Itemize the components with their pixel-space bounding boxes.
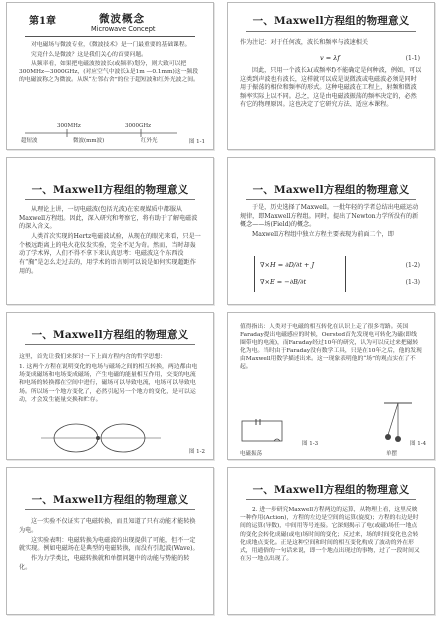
slide-5-body xyxy=(19,353,201,406)
slide-8-body xyxy=(240,506,422,565)
title-rule xyxy=(246,199,416,200)
slide-title: 一、Maxwell方程组的物理意义 xyxy=(252,15,410,27)
slide-2-body xyxy=(240,67,422,111)
paragraph: 人类首次实现的Hertz电磁波试验，从现在的眼光来看，只是一个极远距离上的电火花仪发实验，完全不足为奇。然而，当时却轰动了学术界，人们不得不拿下来认真思考：电磁波这个东西没有“胸”是怎么走过去的，用学术的语言则可以说是如何实现超距作用的。 xyxy=(19,233,201,275)
slide-7[interactable] xyxy=(6,467,214,615)
title-rule xyxy=(25,509,195,510)
equation-number: (1-2) xyxy=(405,262,420,269)
figure-caption-left: 图 1-3 xyxy=(302,441,319,447)
slide-6[interactable] xyxy=(227,312,435,460)
slide-3[interactable] xyxy=(6,157,214,305)
title-rule xyxy=(246,499,416,500)
paragraph: 从理论上讲，一切电磁波(包括光波)在宏观媒质中都服从Maxwell方程组。因此，深入研究和考察它，将有助于了解电磁波的深入含义。 xyxy=(19,206,198,231)
band-mid-label: 微波(mm波) xyxy=(73,138,105,144)
slide-8[interactable] xyxy=(227,467,435,615)
chapter-title: 微波概念 xyxy=(99,13,145,25)
axis-right-label: 3000GHz xyxy=(125,123,152,129)
caption-right: 单摆 xyxy=(386,451,398,457)
equation-number: (1-1) xyxy=(405,55,420,62)
title-rule xyxy=(246,31,416,32)
paragraph: 究竟什么是微波？这是我们关心的首要问题。 xyxy=(31,51,147,58)
slide-4-body xyxy=(240,204,422,241)
axis-left-label: 300MHz xyxy=(57,123,81,129)
title-rule xyxy=(25,344,195,345)
figure-caption: 图 1-1 xyxy=(188,139,205,145)
paragraph: 作为力学类比，电磁转换就和单摆问题中的动能与势能的转化。 xyxy=(19,555,190,571)
slide-4[interactable] xyxy=(227,157,435,305)
paragraph: 1. 这两个方程在说明变化的电场与磁场之间的相互转换，两边都由电场变成磁场和电场变成磁场，产生电磁的能量相互作用，交变的电流和电场的转换都在空间中进行，磁场可以导致电流，电场可以导致电场。所以场一个地方变化了，必然引起另一个地方的变化，是可以运动，才会发生能量交换和贮存。 xyxy=(19,363,198,403)
formula: v = λf xyxy=(320,54,340,62)
slide-6-body xyxy=(240,323,422,373)
paragraph: 这实验表明：电磁转换为电磁波的出现提供了可能，但不一定就实现。例如电磁场在是典型的电磁转换，而没有引起波(Wave)。 xyxy=(19,536,199,553)
paragraph: 因此，只用一个波长λ(或频率f)不能确定是何种波，例如，可以这类到声波也有波长，这样就可以成是说微波或电磁波必须是同时用于振荡的相位和频率的形式。这种电磁波在工程上，射频和微波频率实际上以不同。总之，这是由电磁波振荡的频率决定的，必然有它的物理原因。这也决定了它研究方法、适应本课程。 xyxy=(240,67,422,109)
title-divider xyxy=(25,36,195,37)
equation-1: ∇×H = ∂D/∂t + J xyxy=(260,261,315,269)
slide-1-body xyxy=(19,41,201,86)
paragraph: 从频率看，如果把电磁波按波长(或频率)划分，则大致可以把300MHz—3000GHz，(对应空气中波长λ是1m —0.1mm)这一频段的电磁波称之为微波。从纵“左邻右舍”的位于超短波和红外光波之间。 xyxy=(19,61,199,84)
slide-3-body xyxy=(19,206,201,278)
slide-title: 一、Maxwell方程组的物理意义 xyxy=(31,184,189,196)
paragraph: 对电磁场与微波专业，《微波技术》是一门最重要的基础课程。 xyxy=(31,42,191,48)
paragraph: 于是，历史选择了Maxwell。一批年轻的学者总结出电磁运动规律，即Maxwell方程组。同时，提出了Newton力学所没有的新概念——场(Field)的概念。 xyxy=(240,204,419,229)
slide-2-intro xyxy=(240,39,422,49)
slide-grid xyxy=(6,2,434,618)
paragraph: 作为注记：对于任何波，波长和频率与波速相关 xyxy=(240,39,368,46)
title-rule xyxy=(25,199,195,200)
band-right-label: 红外光 xyxy=(141,138,158,144)
paragraph: 这一实验不仅证实了电磁转换，而且知道了只有动能才能转换为电。 xyxy=(19,518,196,534)
caption-left: 电磁振荡 xyxy=(240,451,263,457)
equation-2: ∇×E = −∂B/∂t xyxy=(260,278,307,286)
band-left-label: 超短波 xyxy=(21,138,38,144)
slide-title: 一、Maxwell方程组的物理意义 xyxy=(31,494,189,506)
slide-title: 一、Maxwell方程组的物理意义 xyxy=(252,184,410,196)
paragraph: 2. 进一步研究Maxwell方程两边的运算，从物理上看，这里反映一种作用(Action)，方程的左边是空间的运算(旋度)；方程的右边是时间的运算(导数)，中间用等号连接。它深刻揭示了电(或磁)场任一地点的变化会转化成磁(或电)场时间的变化；反过来，场的时间变化也会转化成地点变化。正是这种空间和时间的相互变化构成了波动的外在形式，用通俗的一句话来说，即一个地点出现过的事物，过了一段时间又在另一地点出现了。 xyxy=(240,507,420,563)
paragraph: 值得指出：人类对于电磁的相互转化在认识上走了很多弯路。英国Faraday提出电磁感应的时候，Oersted首先发现电可转化为磁(即线圈带电的电流)，而Faraday经过10年的研究，认为可以反过来把磁转化为电。当时由于Faraday没有数学工具，只是在10年之后，他的发现由Maxwell用数学描述出来。这一现象表明他的“场”的观点实在了不起。 xyxy=(240,324,422,371)
lc-circuit-diagram xyxy=(238,417,298,447)
equation-number: (1-3) xyxy=(405,279,420,286)
chapter-subtitle: Microwave Concept xyxy=(91,25,156,33)
slide-1[interactable] xyxy=(6,2,214,150)
slide-title: 一、Maxwell方程组的物理意义 xyxy=(252,484,410,496)
paragraph: 这里，首先让我们来探讨一下上面方程内含的哲学思想： xyxy=(19,354,167,360)
paragraph: Maxwell方程组中独立方程主要表现为前面二个，即 xyxy=(252,231,394,239)
slide-2[interactable] xyxy=(227,2,435,150)
chapter-label: 第1章 xyxy=(29,16,56,27)
figure-caption-right: 图 1-4 xyxy=(410,441,427,447)
slide-7-body xyxy=(19,518,201,574)
figure-caption: 图 1-2 xyxy=(188,449,205,455)
slide-title: 一、Maxwell方程组的物理意义 xyxy=(31,329,189,341)
slide-5[interactable] xyxy=(6,312,214,460)
field-loops-diagram xyxy=(41,421,161,455)
